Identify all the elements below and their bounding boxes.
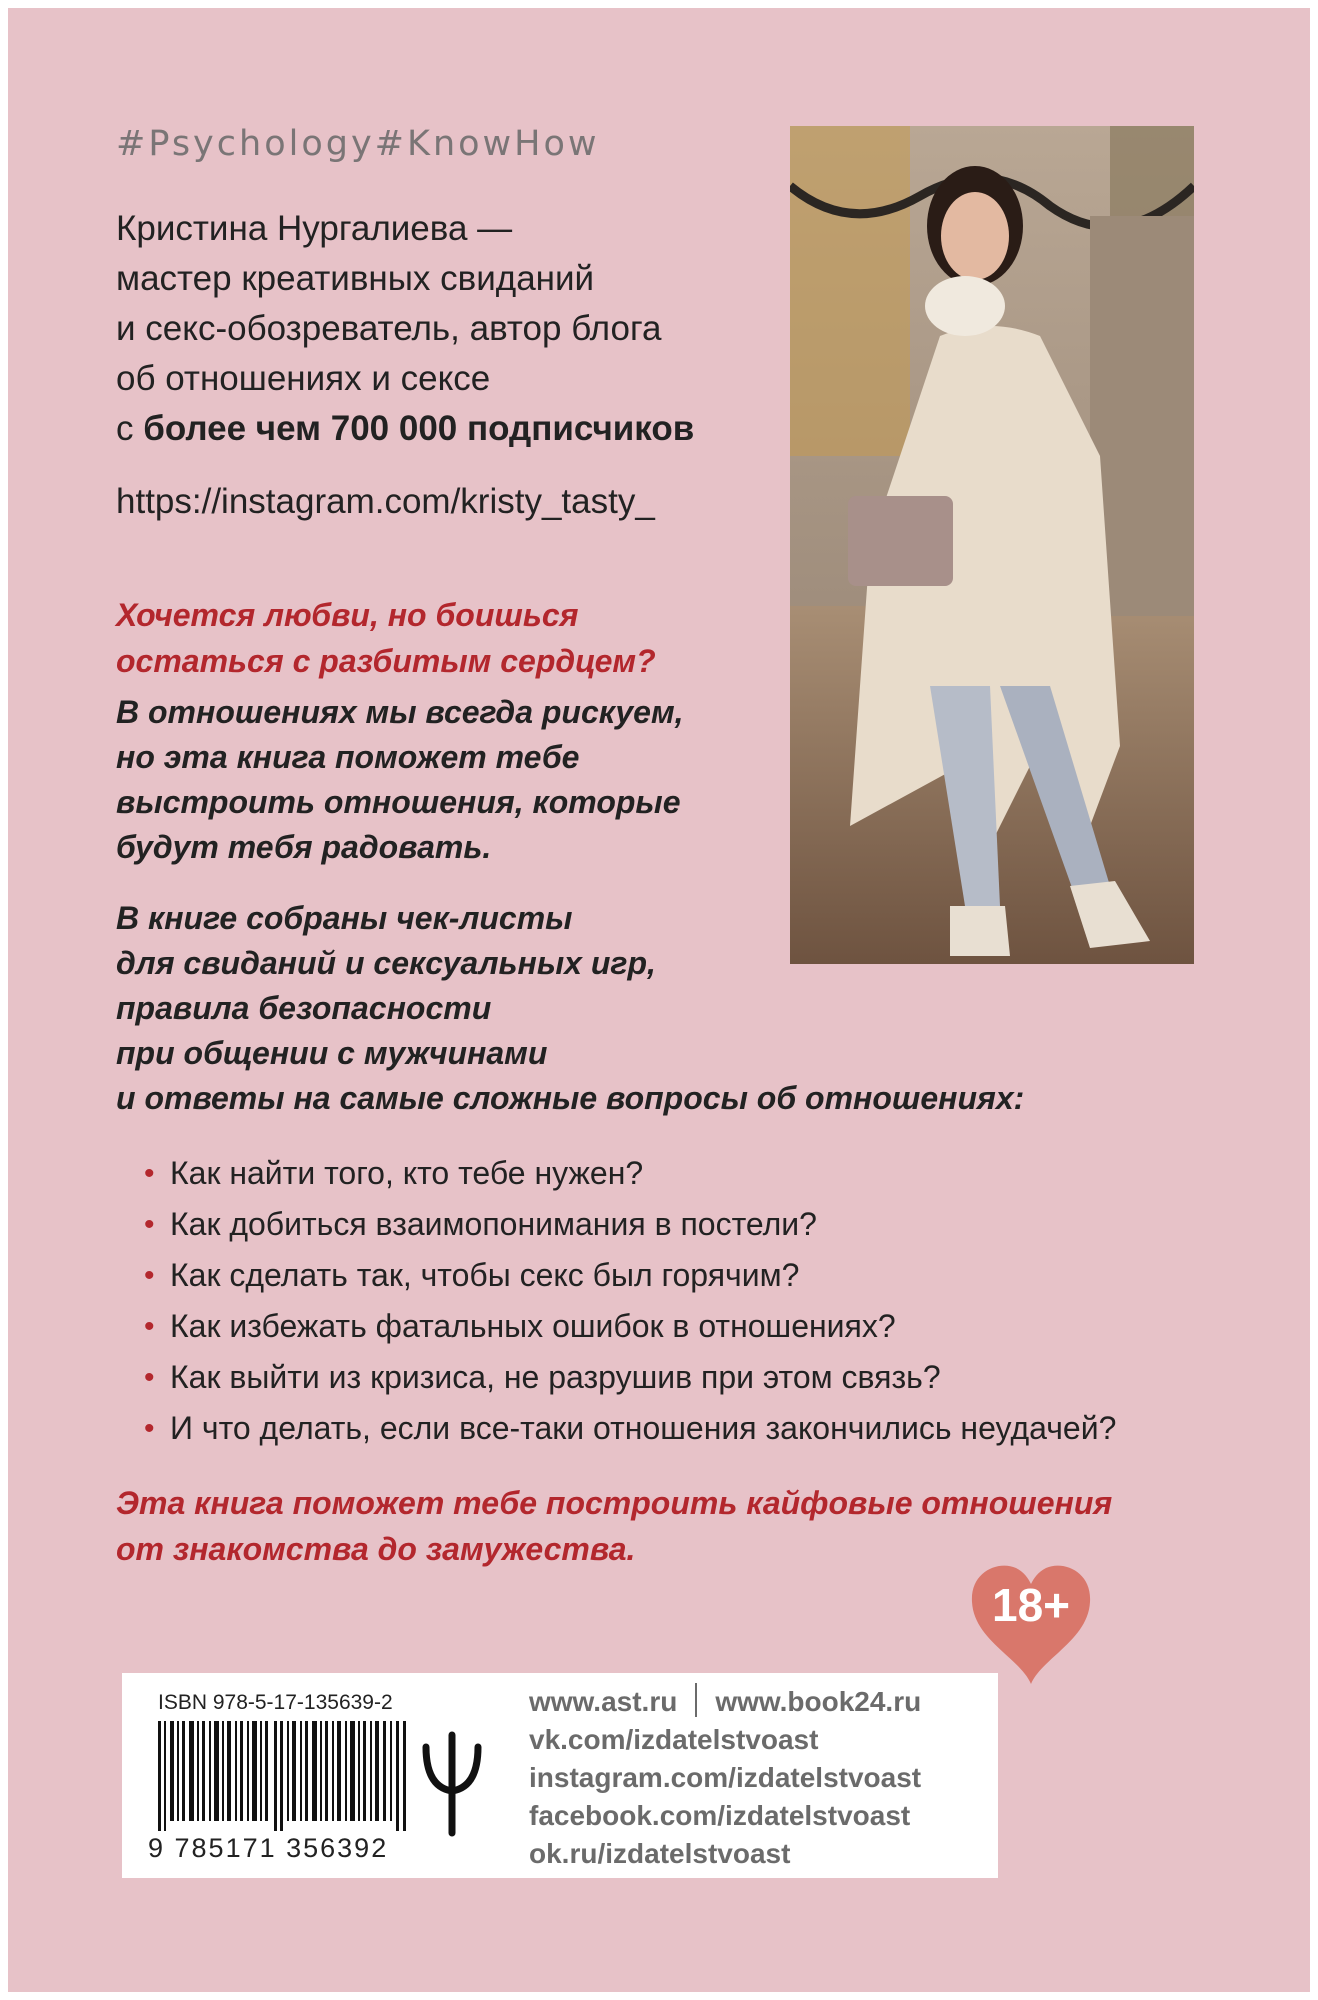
list-item-text: Как избежать фатальных ошибок в отношениях? [170,1308,896,1344]
bullet-dot: • [144,1208,155,1241]
question-list [140,1148,1116,1454]
bio-line: мастер креативных свиданий [116,259,595,298]
paragraph-line: выстроить отношения, которые [116,784,681,820]
question-line: Хочется любви, но боишься [116,597,579,633]
closing-statement [116,1480,1112,1572]
paragraph-line: при общении с мужчинами [116,1035,548,1071]
barcode [156,1721,416,1831]
question-line: остаться с разбитым сердцем? [116,643,656,679]
question-heading [116,592,656,684]
list-item [140,1301,1116,1352]
author-photo [790,126,1194,964]
bio-line: и секс-обозреватель, автор блога [116,309,662,348]
bullet-dot: • [144,1310,155,1343]
link-facebook[interactable]: facebook.com/izdatelstvoast [529,1800,911,1831]
bullet-dot: • [144,1361,155,1394]
paragraph-line: будут тебя радовать. [116,829,492,865]
publisher-links [529,1683,921,1873]
list-item [140,1352,1116,1403]
list-item [140,1403,1116,1454]
list-item-text: Как добиться взаимопонимания в постели? [170,1206,817,1242]
list-item-text: Как сделать так, чтобы секс был горячим? [170,1257,800,1293]
hashtag-line: #Psychology#KnowHow [116,124,600,164]
closing-line: Эта книга поможет тебе построить кайфовые отношения [116,1485,1113,1521]
list-item [140,1250,1116,1301]
link-separator [695,1683,697,1717]
publisher-panel [122,1673,998,1878]
bullet-dot: • [144,1259,155,1292]
list-item-text: Как выйти из кризиса, не разрушив при этом связь? [170,1359,941,1395]
isbn: ISBN 978-5-17-135639-2 [158,1691,393,1714]
link-vk[interactable]: vk.com/izdatelstvoast [529,1724,819,1755]
web-links-row [529,1683,921,1721]
link-instagram[interactable]: instagram.com/izdatelstvoast [529,1762,922,1793]
paragraph-line: В книге собраны чек-листы [116,900,573,936]
bio-prefix: с [116,409,144,448]
author-bio [116,204,796,454]
list-item [140,1199,1116,1250]
age-rating: 18+ [991,1579,1071,1631]
bullet-dot: • [144,1157,155,1190]
bio-line-followers [116,404,796,454]
link-ast[interactable]: www.ast.ru [529,1686,678,1717]
paragraph-line: правила безопасности [116,990,492,1026]
paragraph-line: но эта книга поможет тебе [116,739,580,775]
followers-count: более чем 700 000 подписчиков [143,409,695,448]
bullet-dot: • [144,1412,155,1445]
instagram-url[interactable]: https://instagram.com/kristy_tasty_ [116,482,655,521]
paragraph-line: для свиданий и сексуальных игр, [116,945,656,981]
closing-line: от знакомства до замужества. [116,1531,636,1567]
paragraph-line: В отношениях мы всегда рискуем, [116,694,684,730]
list-item-text: Как найти того, кто тебе нужен? [170,1155,644,1191]
paragraph-risk [116,690,684,870]
publisher-logo-icon [422,1729,482,1839]
barcode-digits: 9 785171 356392 [148,1833,389,1863]
book-back-cover [8,8,1310,1992]
paragraph-line: и ответы на самые сложные вопросы об отношениях: [116,1080,1025,1116]
list-item [140,1148,1116,1199]
link-ok[interactable]: ok.ru/izdatelstvoast [529,1838,791,1869]
list-item-text: И что делать, если все-таки отношения закончились неудачей? [170,1410,1117,1446]
bio-line: Кристина Нургалиева — [116,209,513,248]
bio-line: об отношениях и сексе [116,359,491,398]
link-book24[interactable]: www.book24.ru [715,1686,922,1717]
